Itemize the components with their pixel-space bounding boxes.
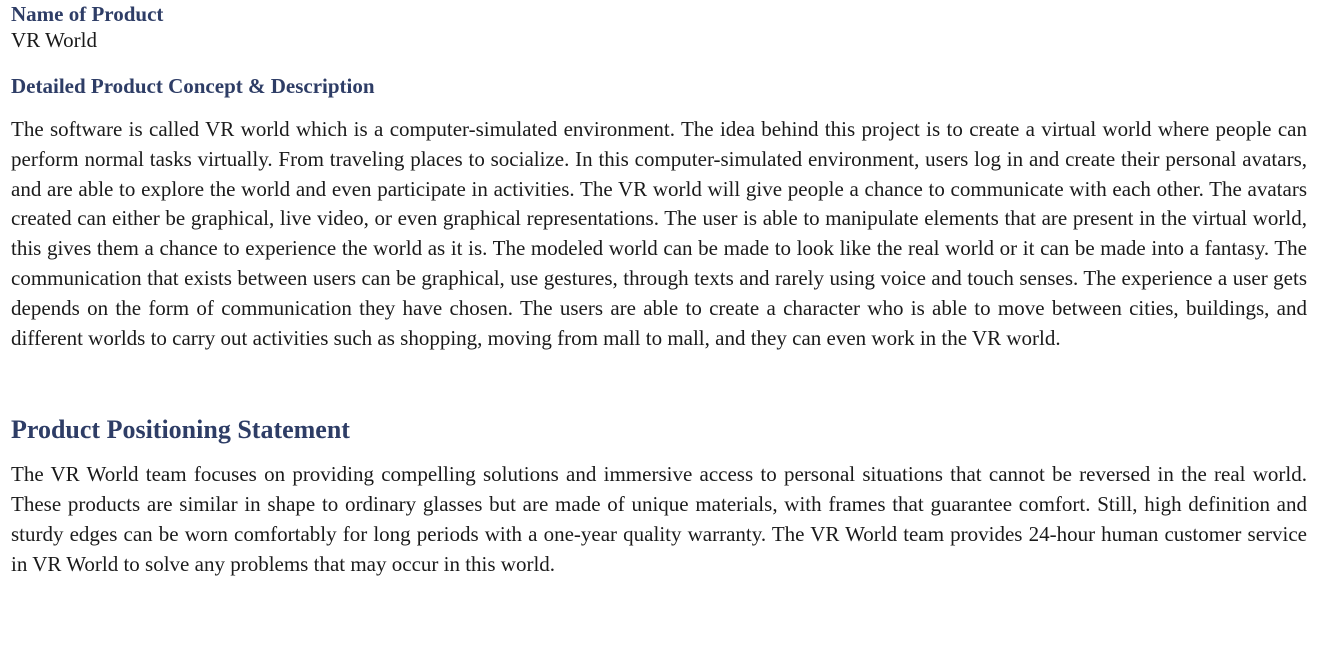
positioning-statement: The VR World team focuses on providing compelling solutions and immersive access to personal situations that cannot be reversed in the real world. These products are similar in shape to ordinary glasses but are made of unique materials, with frames that guarantee comfort. Still, high definition and sturdy edges can be worn comfortably for long periods with a one-year quality warranty. The VR World team provides 24-hour human customer service in VR World to solve any problems that may occur in this world. (11, 462, 1307, 576)
concept-heading: Detailed Product Concept & Description (11, 74, 375, 98)
name-of-product-heading: Name of Product (11, 2, 164, 26)
product-name: VR World (11, 28, 98, 52)
positioning-heading: Product Positioning Statement (11, 415, 350, 445)
concept-description: The software is called VR world which is a computer-simulated environment. The idea behind this project is to create a virtual world where people can perform normal tasks virtually. From traveling places to socialize. In this computer-simulated environment, users log in and create their personal avatars, and are able to explore the world and even participate in activities. The VR world will give people a chance to communicate with each other. The avatars created can either be graphical, live video, or even graphical representations. The user is able to manipulate elements that are present in the virtual world, this gives them a chance to experience the world as it is. The modeled world can be made to look like the real world or it can be made into a fantasy. The communication that exists between users can be graphical, use gestures, through texts and rarely using voice and touch senses. The experience a user gets depends on the form of communication they have chosen. The users are able to create a character who is able to move between cities, buildings, and different worlds to carry out activities such as shopping, moving from mall to mall, and they can even work in the VR world. (11, 117, 1307, 350)
